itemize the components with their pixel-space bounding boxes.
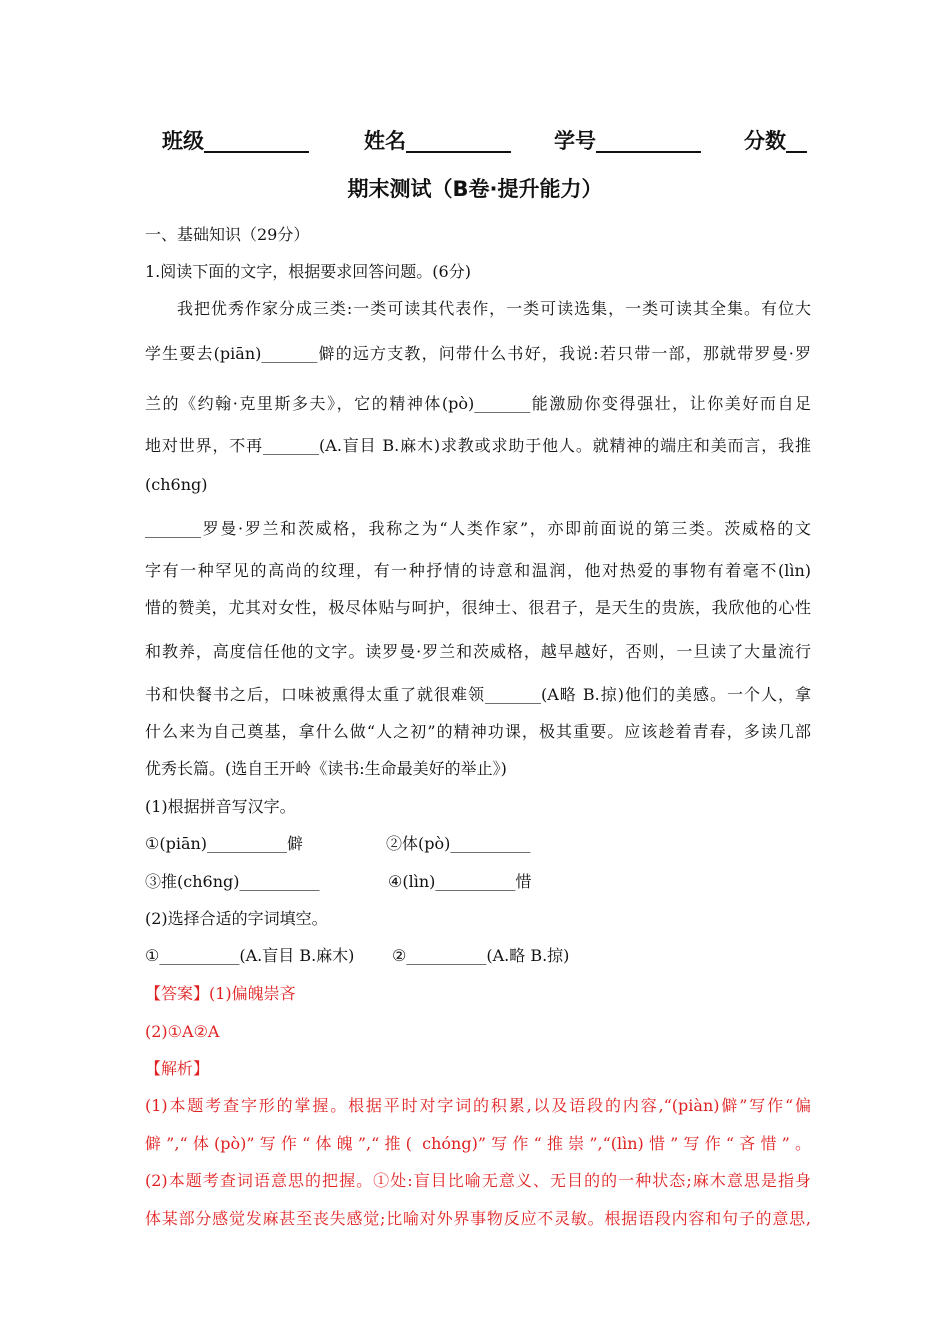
class-field[interactable]: 班级__________ <box>162 129 309 153</box>
analysis-line: 体某部分感觉发麻甚至丧失感觉;比喻对外界事物反应不灵敏。根据语段内容和句子的意思, <box>145 1209 811 1228</box>
passage-line: 书和快餐书之后，口味被熏得太重了就很难领_______(A略 B.掠)他们的美感。一个人，拿 <box>145 685 811 704</box>
score-field[interactable]: 分数__ <box>744 129 807 153</box>
passage-line: 我把优秀作家分成三类:一类可读其代表作，一类可读选集，一类可读其全集。有位大 <box>177 299 811 318</box>
passage-line: 和教养，高度信任他的文字。读罗曼·罗兰和茨威格，越早越好，否则，一旦读了大量流行 <box>145 642 811 661</box>
blank-item[interactable]: ②__________(A.略 B.掠) <box>392 946 570 965</box>
passage-line: 学生要去(piān)_______僻的远方支教，问带什么书好，我说:若只带一部，那就带罗曼·罗 <box>145 344 811 363</box>
blank-item[interactable]: ①__________(A.盲目 B.麻木) <box>145 946 355 965</box>
analysis-line: 僻”,“体(pò)”写作“体魄”,“推( chóng)”写作“推崇”,“(lìn)惜”写作“吝惜”。 <box>145 1134 811 1153</box>
question-stem: 1.阅读下面的文字，根据要求回答问题。(6分) <box>145 262 471 281</box>
blank-item[interactable]: ①(piān)__________僻 <box>145 834 304 853</box>
answer-line: (2)①A②A <box>145 1022 220 1041</box>
blank-item[interactable]: ③推(ch6ng)__________ <box>145 872 320 891</box>
answer-label: 【答案】(1)偏魄崇吝 <box>145 984 296 1003</box>
analysis-line: (1)本题考查字形的掌握。根据平时对字词的积累,以及语段的内容,“(piàn)僻”写作“偏 <box>145 1096 811 1115</box>
passage-line: 优秀长篇。(选自王开岭《读书:生命最美好的举止》) <box>145 759 507 778</box>
passage-line: 兰的《约翰·克里斯多夫》，它的精神体(pò)_______能激励你变得强壮，让你美好而自足 <box>145 394 811 413</box>
section-heading: 一、基础知识（29分） <box>145 225 310 244</box>
passage-line: (ch6ng) <box>145 475 208 494</box>
passage-line: 惜的赞美，尤其对女性，极尽体贴与呵护，很绅士、很君子，是天生的贵族，我欣他的心性 <box>145 598 811 617</box>
blank-item[interactable]: ④(lìn)__________惜 <box>388 872 532 891</box>
analysis-label: 【解析】 <box>145 1059 210 1078</box>
student-id-field[interactable]: 学号__________ <box>554 129 701 153</box>
page-title: 期末测试（B卷·提升能力） <box>347 177 603 201</box>
sub-question-2-prompt: (2)选择合适的字词填空。 <box>145 909 328 928</box>
name-field[interactable]: 姓名__________ <box>364 129 511 153</box>
analysis-line: (2)本题考查词语意思的把握。①处:盲目比喻无意义、无目的的一种状态;麻木意思是指身 <box>145 1171 811 1190</box>
passage-line: 什么来为自己奠基，拿什么做“人之初”的精神功课，极其重要。应该趁着青春，多读几部 <box>145 722 811 741</box>
passage-line: 字有一种罕见的高尚的纹理，有一种抒情的诗意和温润，他对热爱的事物有着毫不(lìn) <box>145 561 811 580</box>
passage-line: _______罗曼·罗兰和茨威格，我称之为“人类作家”，亦即前面说的第三类。茨威格的文 <box>145 519 811 538</box>
sub-question-1-prompt: (1)根据拼音写汉字。 <box>145 797 296 816</box>
blank-item[interactable]: ②体(pò)__________ <box>386 834 531 853</box>
passage-line: 地对世界，不再_______(A.盲目 B.麻木)求教或求助于他人。就精神的端庄和美而言，我推 <box>145 436 811 455</box>
